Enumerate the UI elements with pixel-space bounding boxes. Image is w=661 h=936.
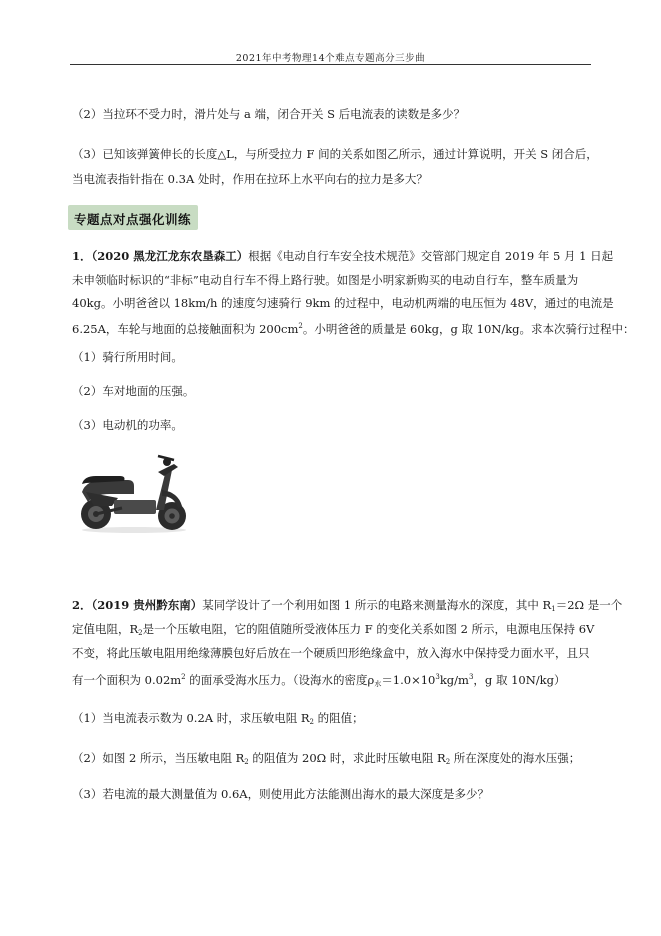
q2-line4-sup2: 3 <box>435 673 440 681</box>
q1-number: 1． <box>72 249 92 263</box>
q2-p1-sub: 2 <box>309 718 315 726</box>
q1-line1 <box>72 249 613 263</box>
q2-line1-b: ＝2Ω 是一个 <box>555 598 623 612</box>
q1-part-3: （3）电动机的功率。 <box>72 418 183 432</box>
q2-line3: 不变，将此压敏电阻用绝缘薄膜包好后放在一个硬质凹形绝缘盒中，放入海水中保持受力面水平，且只 <box>72 646 590 660</box>
q2-line4-sup3: 3 <box>468 673 474 681</box>
q2-line4 <box>72 670 566 691</box>
q2-line4-c: ＝1.0×10 <box>381 673 436 687</box>
q2-part-2 <box>72 751 580 769</box>
q2-part-1 <box>72 711 364 729</box>
q2-line1-sub: 1 <box>551 605 556 613</box>
header-title: 2021年中考物理14个难点专题高分三步曲 <box>235 53 426 64</box>
section-banner <box>68 205 198 230</box>
q2-source: （2019 贵州黔东南） <box>91 598 203 612</box>
q1-source: （2020 黑龙江龙东农垦森工） <box>91 249 249 263</box>
q2-line1 <box>72 598 622 616</box>
q2-line2-b: 是一个压敏电阻，它的阻值随所受液体压力 F 的变化关系如图 2 所示，电源电压保持 6V <box>142 622 595 636</box>
q2-number: 2． <box>72 598 92 612</box>
q2-p2-sub2: 2 <box>445 758 451 766</box>
prev-question-2: （2）当拉环不受力时，滑片处与 a 端，闭合开关 S 后电流表的读数是多少？ <box>72 107 466 121</box>
q2-line4-sub: 水 <box>374 680 382 688</box>
q2-p2-c: 所在深度处的海水压强； <box>450 751 581 765</box>
q1-part-1: （1）骑行所用时间。 <box>72 350 183 364</box>
q2-p2-sub: 2 <box>244 758 249 766</box>
q1-line4 <box>72 319 635 336</box>
q1-line4-sup: 2 <box>298 322 303 330</box>
q2-p1-a: （1）当电流表示数为 0.2A 时，求压敏电阻 R <box>72 711 310 725</box>
prev-question-3-line2: 当电流表指针指在 0.3A 处时，作用在拉环上水平向右的拉力是多大？ <box>72 172 428 186</box>
q2-part-3: （3）若电流的最大测量值为 0.6A，则使用此方法能测出海水的最大深度是多少？ <box>72 787 490 801</box>
q1-line4-a: 6.25A，车轮与地面的总接触面积为 200cm <box>72 322 299 336</box>
q2-p2-a: （2）如图 2 所示，当压敏电阻 R <box>72 751 245 765</box>
q1-line4-b: 。小明爸爸的质量是 60kg，g 取 10N/kg。求本次骑行过程中： <box>302 322 635 336</box>
q2-line4-e: ，g 取 10N/kg） <box>473 673 566 687</box>
q2-p1-b: 的阻值； <box>314 711 364 725</box>
q1-part-2: （2）车对地面的压强。 <box>72 384 195 398</box>
electric-scooter-image <box>74 450 194 535</box>
q2-p2-b: 的阻值为 20Ω 时，求此时压敏电阻 R <box>248 751 446 765</box>
q2-line2 <box>72 622 594 640</box>
q2-line4-d: kg/m <box>439 673 469 687</box>
q2-line4-sup: 2 <box>181 673 186 681</box>
q1-line2: 未申领临时标识的“非标”电动自行车不得上路行驶。如图是小明家新购买的电动自行车，整车质量为 <box>72 273 579 287</box>
header-rule <box>70 64 591 65</box>
q1-line1-text: 根据《电动自行车安全技术规范》交管部门规定自 2019 年 5 月 1 日起 <box>248 249 614 263</box>
q2-line2-a: 定值电阻，R <box>72 622 139 636</box>
q1-line3: 40kg。小明爸爸以 18km/h 的速度匀速骑行 9km 的过程中，电动机两端的电压恒为 48V，通过的电流是 <box>72 296 614 310</box>
q2-line4-b: 的面承受海水压力。（设海水的密度ρ <box>185 673 375 687</box>
q2-line4-a: 有一个面积为 0.02m <box>72 673 182 687</box>
prev-question-3-line1: （3）已知该弹簧伸长的长度△L，与所受拉力 F 间的关系如图乙所示，通过计算说明，开关 S 闭合后， <box>72 147 598 161</box>
q2-line2-sub: 2 <box>138 629 143 637</box>
q2-line1-a: 某同学设计了一个利用如图 1 所示的电路来测量海水的深度，其中 R <box>202 598 552 612</box>
section-title: 专题点对点强化训练 <box>74 212 192 227</box>
